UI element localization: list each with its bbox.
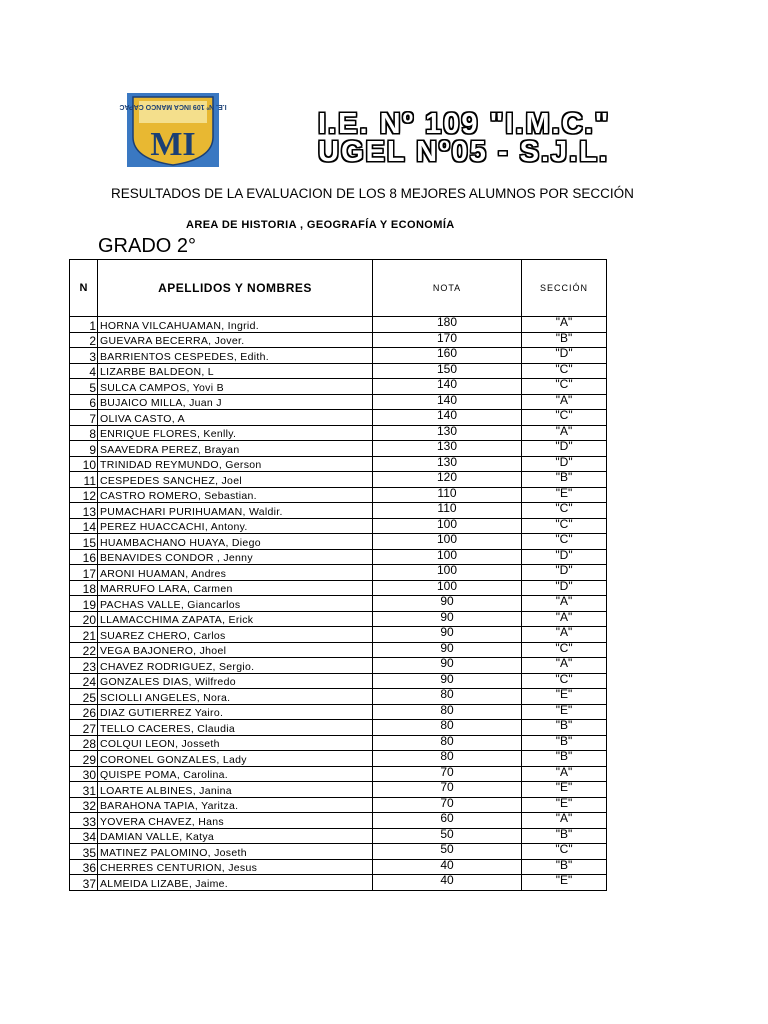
- cell-n: 37: [70, 875, 98, 891]
- col-header-seccion: SECCIÓN: [522, 260, 607, 317]
- cell-sec: "A": [522, 596, 607, 612]
- cell-nota: 50: [373, 844, 522, 860]
- cell-sec: "A": [522, 658, 607, 674]
- cell-nota: 50: [373, 828, 522, 844]
- cell-name: CASTRO ROMERO, Sebastian.: [98, 487, 373, 503]
- cell-nota: 90: [373, 642, 522, 658]
- report-subtitle: RESULTADOS DE LA EVALUACION DE LOS 8 MEJORES ALUMNOS POR SECCIÓN: [111, 186, 634, 201]
- table-row: [70, 456, 607, 472]
- cell-n: 19: [70, 596, 98, 612]
- results-table: [69, 259, 607, 891]
- cell-sec: "C": [522, 844, 607, 860]
- header-line-2: UGEL Nº05 - S.J.L.: [318, 136, 610, 168]
- cell-nota: 80: [373, 689, 522, 705]
- table-row: [70, 596, 607, 612]
- cell-sec: "D": [522, 456, 607, 472]
- cell-name: ALMEIDA LIZABE, Jaime.: [98, 875, 373, 891]
- table-row: [70, 766, 607, 782]
- table-row: [70, 348, 607, 364]
- cell-nota: 70: [373, 766, 522, 782]
- table-row: [70, 441, 607, 457]
- cell-n: 23: [70, 658, 98, 674]
- cell-sec: "B": [522, 332, 607, 348]
- cell-n: 7: [70, 410, 98, 426]
- cell-name: PEREZ HUACCACHI, Antony.: [98, 518, 373, 534]
- cell-n: 33: [70, 813, 98, 829]
- cell-n: 36: [70, 859, 98, 875]
- cell-nota: 130: [373, 456, 522, 472]
- cell-n: 4: [70, 363, 98, 379]
- cell-n: 25: [70, 689, 98, 705]
- table-row: [70, 487, 607, 503]
- table-row: [70, 410, 607, 426]
- cell-name: SUAREZ CHERO, Carlos: [98, 627, 373, 643]
- table-row: [70, 859, 607, 875]
- table-row: [70, 813, 607, 829]
- logo-monogram: MI: [150, 126, 196, 163]
- cell-sec: "D": [522, 549, 607, 565]
- cell-nota: 100: [373, 549, 522, 565]
- cell-name: ENRIQUE FLORES, Kenlly.: [98, 425, 373, 441]
- table-row: [70, 797, 607, 813]
- cell-sec: "D": [522, 565, 607, 581]
- cell-sec: "A": [522, 394, 607, 410]
- cell-sec: "B": [522, 859, 607, 875]
- cell-sec: "A": [522, 766, 607, 782]
- cell-nota: 170: [373, 332, 522, 348]
- cell-sec: "C": [522, 673, 607, 689]
- cell-nota: 90: [373, 611, 522, 627]
- cell-name: MATINEZ PALOMINO, Joseth: [98, 844, 373, 860]
- cell-n: 8: [70, 425, 98, 441]
- table-row: [70, 565, 607, 581]
- cell-name: OLIVA CASTO, A: [98, 410, 373, 426]
- cell-n: 32: [70, 797, 98, 813]
- cell-nota: 130: [373, 425, 522, 441]
- table-row: [70, 658, 607, 674]
- cell-sec: "B": [522, 735, 607, 751]
- table-row: [70, 472, 607, 488]
- cell-n: 3: [70, 348, 98, 364]
- cell-sec: "B": [522, 472, 607, 488]
- table-row: [70, 394, 607, 410]
- table-row: [70, 317, 607, 333]
- cell-sec: "E": [522, 782, 607, 798]
- table-row: [70, 503, 607, 519]
- cell-name: YOVERA CHAVEZ, Hans: [98, 813, 373, 829]
- cell-nota: 80: [373, 720, 522, 736]
- cell-name: TRINIDAD REYMUNDO, Gerson: [98, 456, 373, 472]
- cell-name: CORONEL GONZALES, Lady: [98, 751, 373, 767]
- cell-nota: 90: [373, 673, 522, 689]
- cell-name: TELLO CACERES, Claudia: [98, 720, 373, 736]
- cell-name: PUMACHARI PURIHUAMAN, Waldir.: [98, 503, 373, 519]
- table-row: [70, 642, 607, 658]
- cell-sec: "A": [522, 813, 607, 829]
- col-header-name: APELLIDOS Y NOMBRES: [98, 260, 373, 317]
- cell-name: CHERRES CENTURION, Jesus: [98, 859, 373, 875]
- school-logo: [119, 93, 227, 167]
- cell-sec: "D": [522, 348, 607, 364]
- cell-sec: "C": [522, 410, 607, 426]
- cell-name: LOARTE ALBINES, Janina: [98, 782, 373, 798]
- cell-n: 2: [70, 332, 98, 348]
- table-body: [70, 317, 607, 891]
- cell-name: ARONI HUAMAN, Andres: [98, 565, 373, 581]
- cell-nota: 80: [373, 735, 522, 751]
- cell-n: 16: [70, 549, 98, 565]
- cell-name: PACHAS VALLE, Giancarlos: [98, 596, 373, 612]
- table-row: [70, 782, 607, 798]
- cell-name: HORNA VILCAHUAMAN, Ingrid.: [98, 317, 373, 333]
- cell-n: 9: [70, 441, 98, 457]
- cell-nota: 40: [373, 875, 522, 891]
- cell-n: 11: [70, 472, 98, 488]
- table-row: [70, 875, 607, 891]
- cell-nota: 140: [373, 394, 522, 410]
- cell-sec: "E": [522, 689, 607, 705]
- cell-nota: 140: [373, 379, 522, 395]
- cell-n: 28: [70, 735, 98, 751]
- cell-name: VEGA BAJONERO, Jhoel: [98, 642, 373, 658]
- cell-n: 26: [70, 704, 98, 720]
- table-row: [70, 611, 607, 627]
- cell-nota: 80: [373, 704, 522, 720]
- cell-name: BARRIENTOS CESPEDES, Edith.: [98, 348, 373, 364]
- cell-nota: 110: [373, 487, 522, 503]
- cell-name: LLAMACCHIMA ZAPATA, Erick: [98, 611, 373, 627]
- cell-n: 30: [70, 766, 98, 782]
- cell-nota: 60: [373, 813, 522, 829]
- col-header-nota: NOTA: [373, 260, 522, 317]
- cell-name: HUAMBACHANO HUAYA, Diego: [98, 534, 373, 550]
- cell-nota: 80: [373, 751, 522, 767]
- cell-n: 6: [70, 394, 98, 410]
- table-row: [70, 518, 607, 534]
- cell-name: BENAVIDES CONDOR , Jenny: [98, 549, 373, 565]
- cell-n: 13: [70, 503, 98, 519]
- table-row: [70, 751, 607, 767]
- cell-n: 21: [70, 627, 98, 643]
- cell-nota: 140: [373, 410, 522, 426]
- cell-sec: "A": [522, 425, 607, 441]
- table-row: [70, 363, 607, 379]
- cell-nota: 110: [373, 503, 522, 519]
- cell-n: 35: [70, 844, 98, 860]
- cell-sec: "B": [522, 828, 607, 844]
- cell-nota: 100: [373, 565, 522, 581]
- cell-name: MARRUFO LARA, Carmen: [98, 580, 373, 596]
- cell-nota: 100: [373, 534, 522, 550]
- cell-n: 22: [70, 642, 98, 658]
- table-row: [70, 720, 607, 736]
- grade-label: GRADO 2°: [98, 235, 197, 257]
- cell-name: GUEVARA BECERRA, Jover.: [98, 332, 373, 348]
- header-title: [318, 110, 610, 166]
- cell-sec: "C": [522, 518, 607, 534]
- cell-name: CHAVEZ RODRIGUEZ, Sergio.: [98, 658, 373, 674]
- cell-nota: 180: [373, 317, 522, 333]
- cell-sec: "D": [522, 580, 607, 596]
- table-header-row: [70, 260, 607, 317]
- cell-n: 27: [70, 720, 98, 736]
- cell-sec: "A": [522, 627, 607, 643]
- cell-n: 5: [70, 379, 98, 395]
- cell-sec: "D": [522, 441, 607, 457]
- cell-name: GONZALES DIAS, Wilfredo: [98, 673, 373, 689]
- table-row: [70, 332, 607, 348]
- subject-area: AREA DE HISTORIA , GEOGRAFÍA Y ECONOMÍA: [186, 219, 455, 231]
- cell-nota: 90: [373, 658, 522, 674]
- cell-sec: "E": [522, 704, 607, 720]
- cell-nota: 90: [373, 627, 522, 643]
- cell-nota: 130: [373, 441, 522, 457]
- cell-n: 29: [70, 751, 98, 767]
- cell-n: 10: [70, 456, 98, 472]
- cell-nota: 100: [373, 518, 522, 534]
- cell-sec: "C": [522, 363, 607, 379]
- cell-sec: "B": [522, 720, 607, 736]
- table-row: [70, 828, 607, 844]
- cell-n: 14: [70, 518, 98, 534]
- cell-sec: "E": [522, 797, 607, 813]
- cell-nota: 150: [373, 363, 522, 379]
- cell-sec: "E": [522, 875, 607, 891]
- cell-name: BUJAICO MILLA, Juan J: [98, 394, 373, 410]
- cell-name: QUISPE POMA, Carolina.: [98, 766, 373, 782]
- table-row: [70, 844, 607, 860]
- cell-name: DAMIAN VALLE, Katya: [98, 828, 373, 844]
- col-header-n: N: [70, 260, 98, 317]
- cell-n: 1: [70, 317, 98, 333]
- cell-n: 12: [70, 487, 98, 503]
- cell-n: 24: [70, 673, 98, 689]
- cell-name: SCIOLLI ANGELES, Nora.: [98, 689, 373, 705]
- cell-name: SULCA CAMPOS, Yovi B: [98, 379, 373, 395]
- cell-n: 15: [70, 534, 98, 550]
- cell-name: LIZARBE BALDEON, L: [98, 363, 373, 379]
- cell-name: DIAZ GUTIERREZ Yairo.: [98, 704, 373, 720]
- cell-nota: 90: [373, 596, 522, 612]
- cell-nota: 120: [373, 472, 522, 488]
- cell-nota: 160: [373, 348, 522, 364]
- cell-sec: "A": [522, 611, 607, 627]
- cell-n: 34: [70, 828, 98, 844]
- cell-nota: 40: [373, 859, 522, 875]
- table-row: [70, 704, 607, 720]
- table-row: [70, 673, 607, 689]
- cell-sec: "C": [522, 534, 607, 550]
- cell-nota: 100: [373, 580, 522, 596]
- header-line-1: I.E. Nº 109 "I.M.C.": [318, 108, 611, 140]
- table-row: [70, 379, 607, 395]
- cell-nota: 70: [373, 797, 522, 813]
- cell-sec: "C": [522, 503, 607, 519]
- cell-n: 31: [70, 782, 98, 798]
- cell-n: 20: [70, 611, 98, 627]
- cell-sec: "E": [522, 487, 607, 503]
- cell-name: CESPEDES SANCHEZ, Joel: [98, 472, 373, 488]
- cell-sec: "C": [522, 642, 607, 658]
- table-row: [70, 627, 607, 643]
- table-row: [70, 735, 607, 751]
- cell-n: 18: [70, 580, 98, 596]
- cell-sec: "A": [522, 317, 607, 333]
- logo-ring-text: I.E. Nº 109 INCA MANCO CAPAC: [119, 103, 227, 110]
- table-row: [70, 689, 607, 705]
- table-row: [70, 534, 607, 550]
- cell-sec: "C": [522, 379, 607, 395]
- cell-sec: "B": [522, 751, 607, 767]
- table-row: [70, 549, 607, 565]
- cell-name: BARAHONA TAPIA, Yaritza.: [98, 797, 373, 813]
- cell-n: 17: [70, 565, 98, 581]
- table-row: [70, 425, 607, 441]
- cell-name: SAAVEDRA PEREZ, Brayan: [98, 441, 373, 457]
- cell-nota: 70: [373, 782, 522, 798]
- cell-name: COLQUI LEON, Josseth: [98, 735, 373, 751]
- table-row: [70, 580, 607, 596]
